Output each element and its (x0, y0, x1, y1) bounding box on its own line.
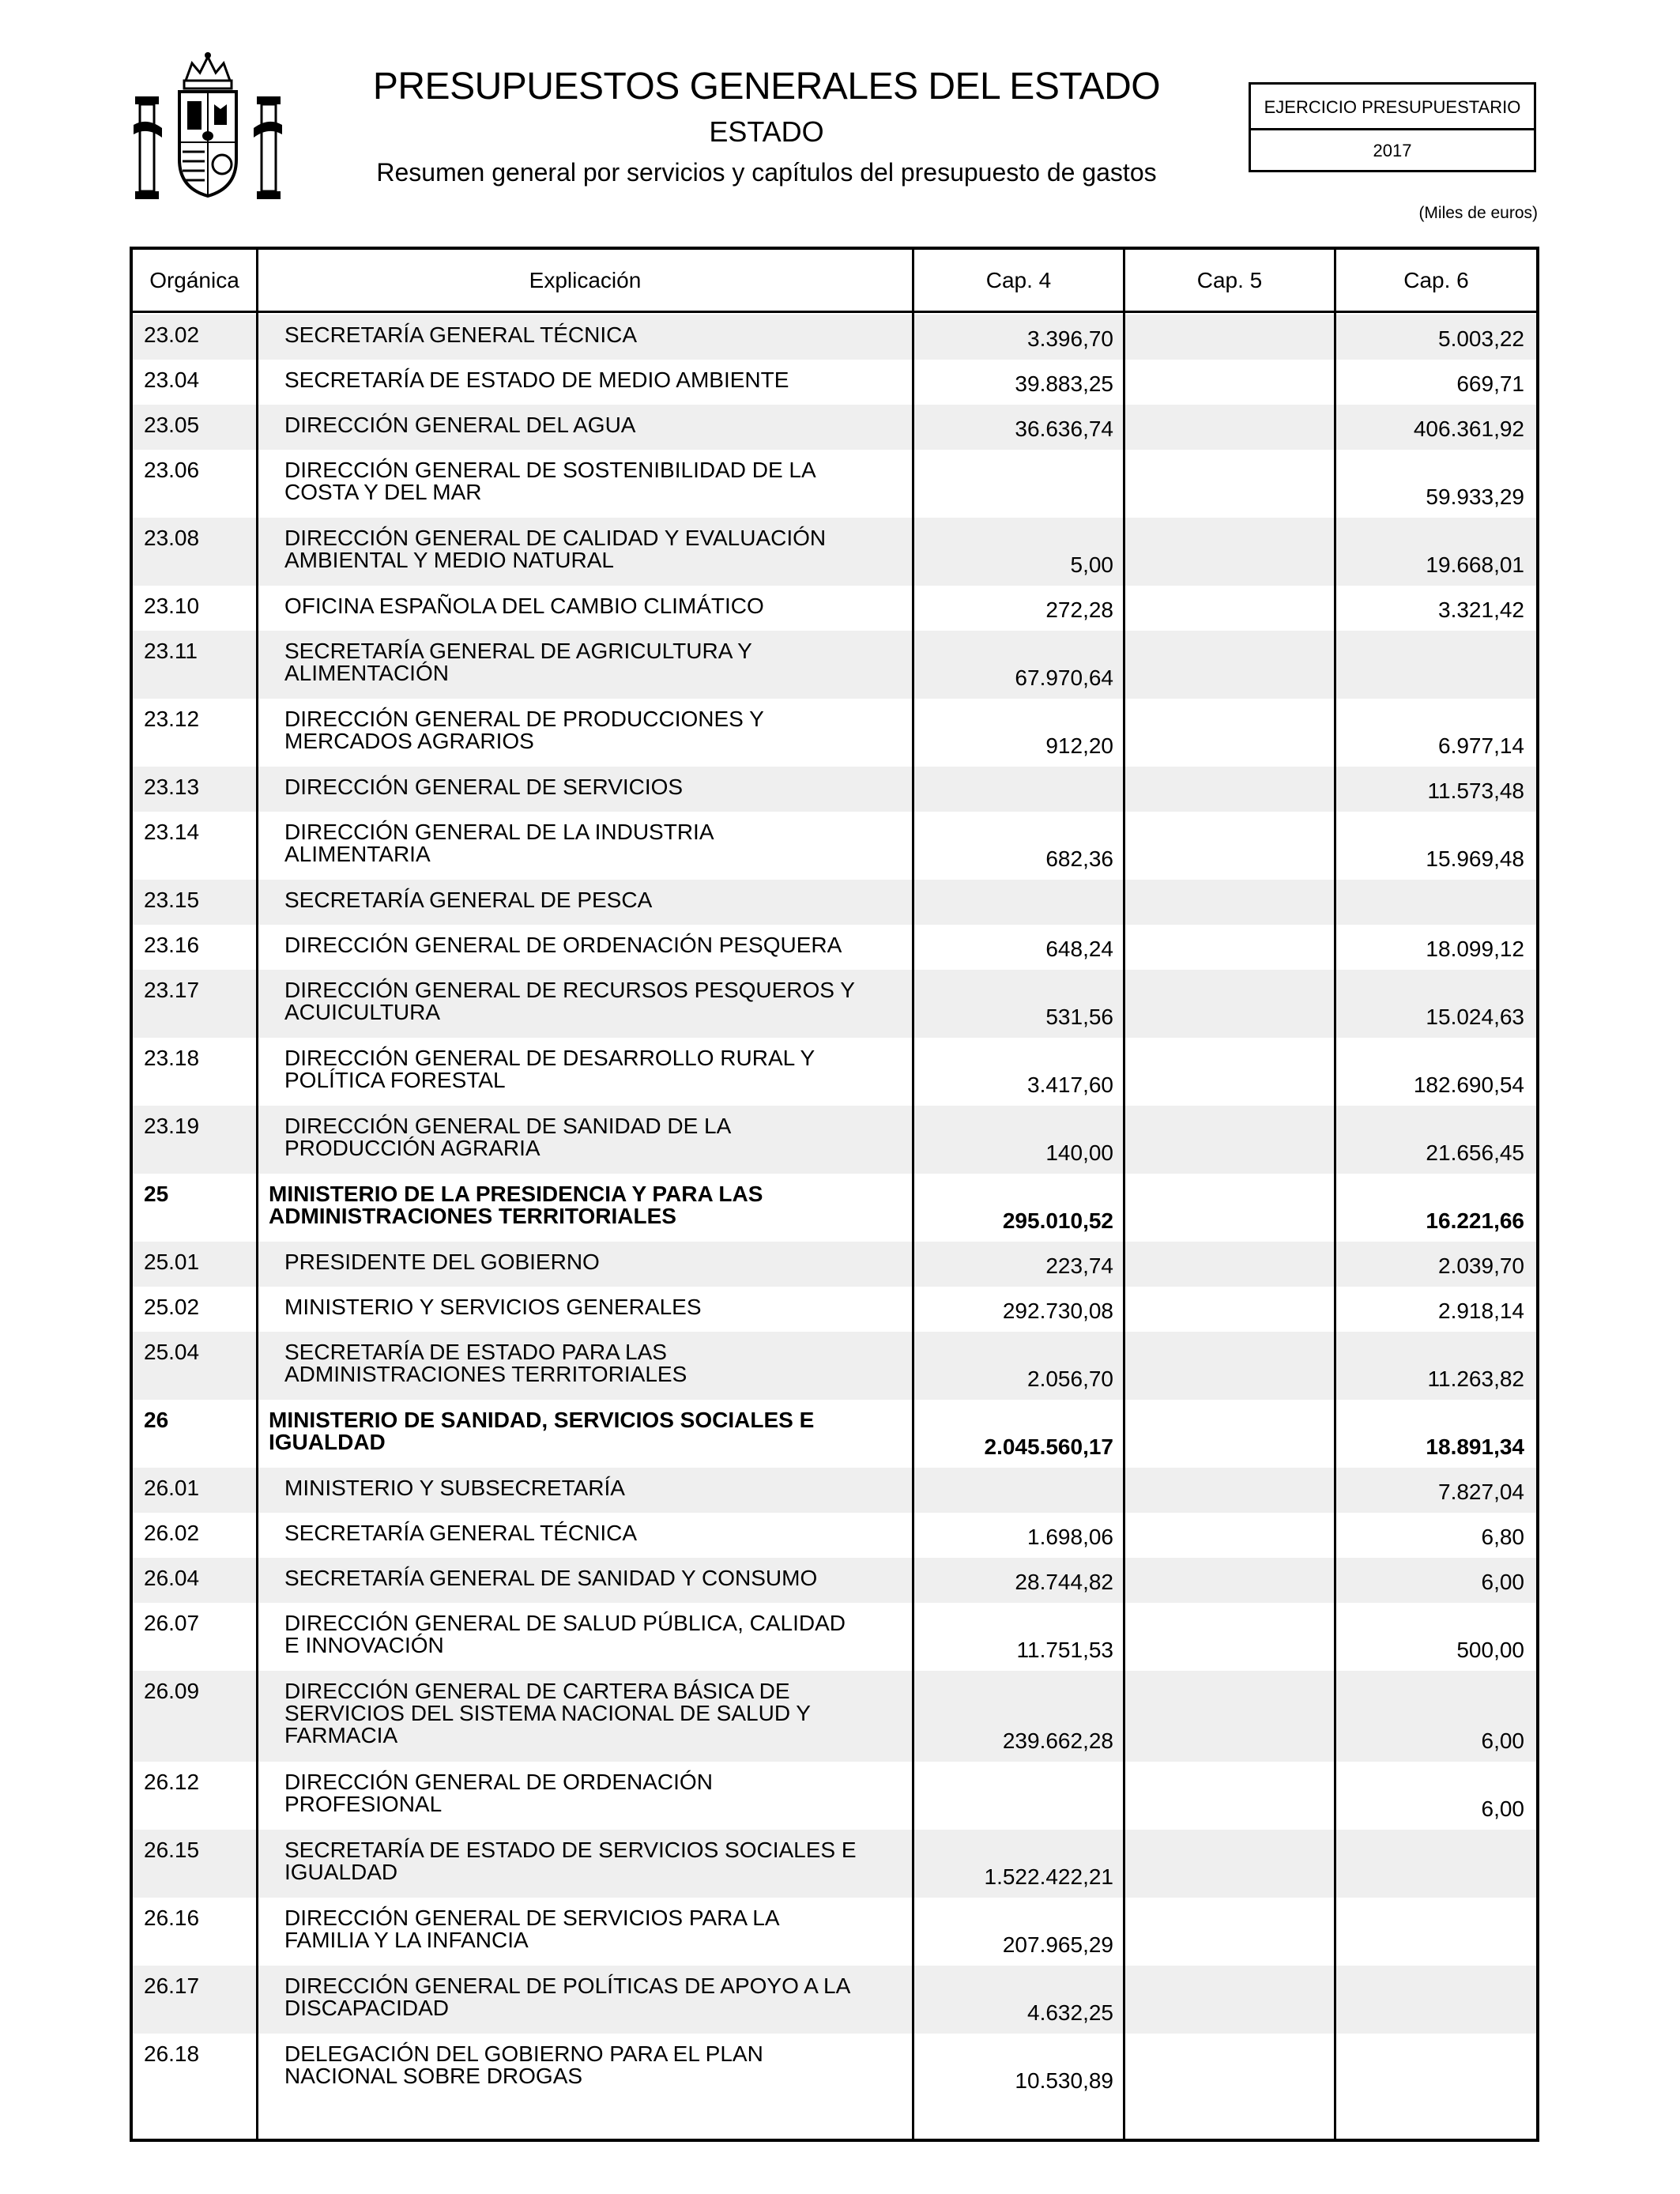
cell-organica: 26.01 (144, 1476, 200, 1500)
cell-explicacion: SECRETARÍA GENERAL DE AGRICULTURA Y ALIMENTACIÓN (284, 639, 752, 685)
cell-cap6: 59.933,29 (1426, 484, 1524, 509)
cell-cap5 (1125, 1242, 1324, 1287)
cell-cap6: 15.024,63 (1426, 1005, 1524, 1029)
cell-organica: 23.17 (144, 978, 200, 1002)
cell-cap6: 182.690,54 (1413, 1072, 1524, 1097)
cell-cap4: 5,00 (1070, 552, 1113, 577)
cell-organica: 23.10 (144, 594, 200, 618)
cell-organica: 26.12 (144, 1770, 200, 1794)
cell-cap6 (1336, 2034, 1524, 2102)
cell-organica: 23.16 (144, 933, 200, 957)
cell-cap6: 6,80 (1481, 1525, 1524, 1549)
table-row (133, 1830, 1536, 1898)
table-row (133, 360, 1536, 405)
cell-organica: 25 (144, 1182, 169, 1206)
cell-cap5 (1125, 767, 1324, 812)
cell-cap4: 39.883,25 (1015, 371, 1113, 396)
table-row (133, 1038, 1536, 1106)
document-description: Resumen general por servicios y capítulos del presupuesto de gastos (376, 158, 1157, 187)
ejercicio-box (1249, 82, 1536, 172)
cell-cap4: 912,20 (1045, 733, 1113, 758)
cell-cap6: 2.918,14 (1438, 1299, 1524, 1323)
cell-explicacion: DIRECCIÓN GENERAL DEL AGUA (284, 413, 636, 437)
table-row (133, 405, 1536, 450)
cell-cap5 (1125, 812, 1324, 880)
cell-cap5 (1125, 1558, 1324, 1603)
cell-cap6: 500,00 (1456, 1638, 1524, 1662)
cell-organica: 23.02 (144, 322, 200, 347)
cell-cap6: 406.361,92 (1413, 417, 1524, 441)
cell-explicacion: DIRECCIÓN GENERAL DE POLÍTICAS DE APOYO A LA DISCAPACIDAD (284, 1973, 851, 2020)
cell-cap6: 11.573,48 (1427, 778, 1524, 803)
cell-cap5 (1125, 970, 1324, 1038)
table-row (133, 1287, 1536, 1332)
cell-cap5 (1125, 631, 1324, 699)
cell-cap4: 2.045.560,17 (984, 1434, 1113, 1459)
cell-cap6: 15.969,48 (1426, 846, 1524, 871)
col-header-cap4: Cap. 4 (985, 268, 1052, 292)
table-row (133, 315, 1536, 360)
table-row (133, 880, 1536, 925)
table-row (133, 586, 1536, 631)
cell-cap6: 2.039,70 (1438, 1253, 1524, 1278)
cell-organica: 26.18 (144, 2041, 200, 2066)
cell-cap5 (1125, 880, 1324, 925)
cell-explicacion: DIRECCIÓN GENERAL DE DESARROLLO RURAL Y POLÍTICA FORESTAL (284, 1046, 816, 1092)
cell-cap5 (1125, 1762, 1324, 1830)
cell-cap6: 6,00 (1481, 1796, 1524, 1821)
cell-organica: 26.02 (144, 1521, 200, 1545)
column-divider (912, 250, 914, 2139)
cell-explicacion: SECRETARÍA DE ESTADO PARA LAS ADMINISTRACIONES TERRITORIALES (284, 1340, 687, 1386)
cell-cap5 (1125, 315, 1324, 360)
document-title: PRESUPUESTOS GENERALES DEL ESTADO (372, 66, 1161, 107)
table-row (133, 970, 1536, 1038)
cell-organica: 23.08 (144, 526, 200, 550)
cell-organica: 26 (144, 1408, 169, 1432)
cell-cap5 (1125, 1830, 1324, 1898)
cell-explicacion: DIRECCIÓN GENERAL DE ORDENACIÓN PROFESIONAL (284, 1770, 713, 1816)
cell-organica: 23.15 (144, 888, 200, 912)
table-row (133, 2034, 1536, 2102)
cell-cap6: 669,71 (1456, 371, 1524, 396)
cell-cap4: 10.530,89 (1015, 2068, 1113, 2093)
cell-explicacion: MINISTERIO Y SUBSECRETARÍA (284, 1476, 625, 1500)
cell-cap6: 6,00 (1481, 1728, 1524, 1753)
cell-cap6 (1336, 1830, 1524, 1898)
document-subtitle: ESTADO (709, 115, 824, 148)
cell-cap5 (1125, 405, 1324, 450)
cell-cap4: 682,36 (1045, 846, 1113, 871)
cell-cap4: 4.632,25 (1027, 2000, 1113, 2025)
table-row (133, 1106, 1536, 1174)
col-header-explicacion: Explicación (529, 268, 642, 292)
cell-explicacion: DELEGACIÓN DEL GOBIERNO PARA EL PLAN NACIONAL SOBRE DROGAS (284, 2041, 763, 2088)
cell-cap4 (914, 1762, 1113, 1830)
table-row (133, 1558, 1536, 1603)
cell-cap6: 19.668,01 (1426, 552, 1524, 577)
cell-cap5 (1125, 1671, 1324, 1762)
cell-cap5 (1125, 1468, 1324, 1513)
cell-explicacion: MINISTERIO DE LA PRESIDENCIA Y PARA LAS ADMINISTRACIONES TERRITORIALES (269, 1182, 763, 1228)
table-row (133, 1400, 1536, 1468)
cell-explicacion: SECRETARÍA DE ESTADO DE SERVICIOS SOCIALES E IGUALDAD (284, 1838, 857, 1884)
cell-organica: 23.12 (144, 707, 200, 731)
column-divider (1334, 250, 1336, 2139)
cell-organica: 23.13 (144, 775, 200, 799)
cell-explicacion: SECRETARÍA GENERAL DE SANIDAD Y CONSUMO (284, 1566, 818, 1590)
cell-organica: 26.15 (144, 1838, 200, 1862)
cell-cap5 (1125, 360, 1324, 405)
cell-organica: 23.11 (144, 639, 198, 663)
cell-explicacion: DIRECCIÓN GENERAL DE SERVICIOS (284, 775, 684, 799)
cell-organica: 23.04 (144, 368, 200, 392)
cell-cap5 (1125, 1038, 1324, 1106)
col-header-cap6: Cap. 6 (1403, 268, 1469, 292)
table-body (133, 315, 1536, 2102)
cell-cap6: 6.977,14 (1438, 733, 1524, 758)
cell-explicacion: SECRETARÍA GENERAL DE PESCA (284, 888, 653, 912)
cell-cap4: 28.744,82 (1015, 1570, 1113, 1594)
cell-organica: 25.04 (144, 1340, 200, 1364)
cell-cap4: 207.965,29 (1002, 1932, 1113, 1957)
cell-organica: 26.16 (144, 1906, 200, 1930)
cell-explicacion: MINISTERIO DE SANIDAD, SERVICIOS SOCIALES E IGUALDAD (269, 1408, 815, 1454)
cell-organica: 23.18 (144, 1046, 200, 1070)
table-row (133, 1671, 1536, 1762)
cell-cap5 (1125, 1966, 1324, 2034)
budget-table (130, 247, 1539, 2142)
table-row (133, 925, 1536, 970)
cell-organica: 26.17 (144, 1973, 200, 1998)
cell-cap5 (1125, 1332, 1324, 1400)
cell-cap5 (1125, 1106, 1324, 1174)
cell-organica: 23.19 (144, 1114, 200, 1138)
table-header (133, 250, 1536, 313)
cell-cap6 (1336, 1966, 1524, 2034)
cell-explicacion: DIRECCIÓN GENERAL DE RECURSOS PESQUEROS Y ACUICULTURA (284, 978, 855, 1024)
cell-cap4 (914, 767, 1113, 812)
cell-cap4: 3.396,70 (1027, 326, 1113, 351)
cell-cap4: 239.662,28 (1002, 1728, 1113, 1753)
cell-cap4: 292.730,08 (1002, 1299, 1113, 1323)
cell-cap4: 140,00 (1045, 1140, 1113, 1165)
table-row (133, 1513, 1536, 1558)
cell-cap5 (1125, 699, 1324, 767)
cell-explicacion: PRESIDENTE DEL GOBIERNO (284, 1250, 600, 1274)
cell-cap5 (1125, 925, 1324, 970)
cell-explicacion: DIRECCIÓN GENERAL DE CALIDAD Y EVALUACIÓN AMBIENTAL Y MEDIO NATURAL (284, 526, 827, 572)
cell-organica: 26.04 (144, 1566, 200, 1590)
cell-cap4: 1.522.422,21 (984, 1864, 1113, 1889)
cell-explicacion: DIRECCIÓN GENERAL DE SANIDAD DE LA PRODUCCIÓN AGRARIA (284, 1114, 732, 1160)
table-row (133, 1174, 1536, 1242)
cell-organica: 25.02 (144, 1295, 200, 1319)
cell-cap5 (1125, 586, 1324, 631)
cell-cap4: 3.417,60 (1027, 1072, 1113, 1097)
cell-cap6: 18.099,12 (1426, 937, 1524, 961)
table-row (133, 1966, 1536, 2034)
table-row (133, 1762, 1536, 1830)
cell-explicacion: DIRECCIÓN GENERAL DE SOSTENIBILIDAD DE LA COSTA Y DEL MAR (284, 458, 816, 504)
cell-cap4: 67.970,64 (1015, 665, 1113, 690)
cell-cap4: 648,24 (1045, 937, 1113, 961)
cell-organica: 25.01 (144, 1250, 200, 1274)
cell-cap4: 531,56 (1045, 1005, 1113, 1029)
cell-organica: 26.07 (144, 1611, 200, 1635)
column-divider (256, 250, 258, 2139)
cell-cap6: 6,00 (1481, 1570, 1524, 1594)
table-row (133, 812, 1536, 880)
cell-organica: 23.14 (144, 820, 200, 844)
cell-cap6: 7.827,04 (1438, 1480, 1524, 1504)
table-row (133, 1603, 1536, 1671)
cell-explicacion: SECRETARÍA DE ESTADO DE MEDIO AMBIENTE (284, 368, 789, 392)
table-row (133, 1242, 1536, 1287)
ejercicio-year: 2017 (1373, 141, 1412, 160)
cell-explicacion: DIRECCIÓN GENERAL DE CARTERA BÁSICA DE SERVICIOS DEL SISTEMA NACIONAL DE SALUD Y FARMACIA (284, 1679, 811, 1747)
cell-explicacion: MINISTERIO Y SERVICIOS GENERALES (284, 1295, 702, 1319)
cell-cap4: 11.751,53 (1016, 1638, 1113, 1662)
cell-cap4: 36.636,74 (1015, 417, 1113, 441)
cell-cap4 (914, 450, 1113, 518)
table-row (133, 518, 1536, 586)
cell-cap6: 16.221,66 (1426, 1208, 1524, 1233)
cell-organica: 26.09 (144, 1679, 200, 1703)
cell-cap4: 2.056,70 (1027, 1367, 1113, 1391)
cell-explicacion: DIRECCIÓN GENERAL DE SALUD PÚBLICA, CALIDAD E INNOVACIÓN (284, 1611, 846, 1657)
cell-explicacion: DIRECCIÓN GENERAL DE ORDENACIÓN PESQUERA (284, 933, 842, 957)
table-row (133, 450, 1536, 518)
cell-cap4 (914, 880, 1113, 925)
table-row (133, 1332, 1536, 1400)
table-row (133, 767, 1536, 812)
cell-cap6 (1336, 880, 1524, 925)
col-header-cap5: Cap. 5 (1196, 268, 1263, 292)
cell-explicacion: DIRECCIÓN GENERAL DE SERVICIOS PARA LA FAMILIA Y LA INFANCIA (284, 1906, 780, 1952)
table-row (133, 631, 1536, 699)
cell-cap5 (1125, 1174, 1324, 1242)
cell-explicacion: DIRECCIÓN GENERAL DE PRODUCCIONES Y MERCADOS AGRARIOS (284, 707, 764, 753)
cell-explicacion: SECRETARÍA GENERAL TÉCNICA (284, 322, 638, 347)
cell-cap4 (914, 1468, 1113, 1513)
cell-organica: 23.05 (144, 413, 200, 437)
cell-cap5 (1125, 1513, 1324, 1558)
cell-cap5 (1125, 450, 1324, 518)
ejercicio-label: EJERCICIO PRESUPUESTARIO (1251, 85, 1534, 130)
cell-cap4: 272,28 (1045, 598, 1113, 622)
cell-explicacion: SECRETARÍA GENERAL TÉCNICA (284, 1521, 638, 1545)
cell-cap6 (1336, 631, 1524, 699)
col-header-organica: Orgánica (149, 268, 239, 292)
cell-cap5 (1125, 1898, 1324, 1966)
spanish-coat-of-arms-icon (130, 49, 285, 207)
cell-cap5 (1125, 518, 1324, 586)
cell-explicacion: OFICINA ESPAÑOLA DEL CAMBIO CLIMÁTICO (284, 594, 764, 618)
cell-cap4: 1.698,06 (1027, 1525, 1113, 1549)
table-row (133, 1468, 1536, 1513)
units-note: (Miles de euros) (1418, 204, 1538, 222)
cell-cap5 (1125, 1603, 1324, 1671)
cell-cap5 (1125, 1400, 1324, 1468)
cell-cap6: 18.891,34 (1426, 1434, 1524, 1459)
table-row (133, 1898, 1536, 1966)
cell-cap4: 223,74 (1045, 1253, 1113, 1278)
cell-organica: 23.06 (144, 458, 200, 482)
table-row (133, 699, 1536, 767)
cell-cap5 (1125, 1287, 1324, 1332)
column-divider (1123, 250, 1125, 2139)
cell-cap6: 21.656,45 (1426, 1140, 1524, 1165)
cell-cap6: 5.003,22 (1438, 326, 1524, 351)
cell-cap6: 3.321,42 (1438, 598, 1524, 622)
cell-explicacion: DIRECCIÓN GENERAL DE LA INDUSTRIA ALIMENTARIA (284, 820, 714, 866)
cell-cap6: 11.263,82 (1427, 1367, 1524, 1391)
cell-cap6 (1336, 1898, 1524, 1966)
cell-cap5 (1125, 2034, 1324, 2102)
cell-cap4: 295.010,52 (1002, 1208, 1113, 1233)
